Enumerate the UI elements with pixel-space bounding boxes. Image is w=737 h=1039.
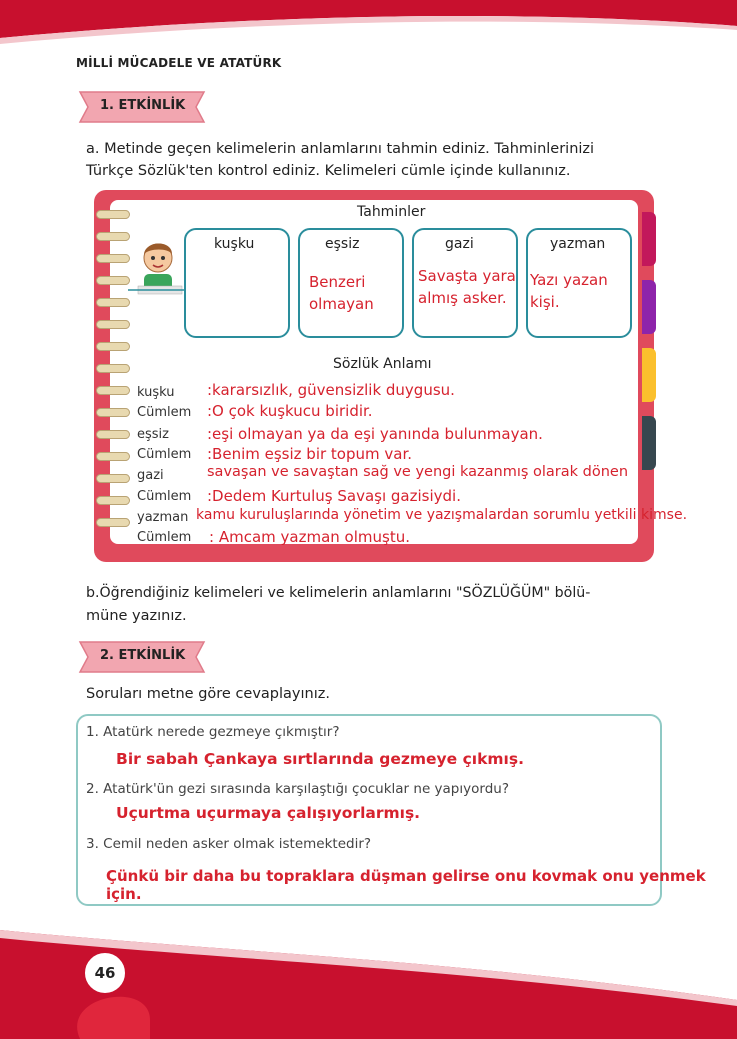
answer-1: Bir sabah Çankaya sırtlarında gezmeye çıkmış. [116,750,524,768]
dictionary-title: Sözlük Anlamı [333,356,432,372]
dict-def-gazi: savaşan ve savaştan sağ ve yengi kazanmış olarak dönen [207,464,629,480]
dict-label-yazman: yazman [137,510,189,525]
activity-2-label: 2. ETKİNLİK [100,648,186,663]
dict-label-gazi: gazi [137,468,164,483]
dict-def-essiz: :eşi olmayan ya da eşi yanında bulunmayan. [207,425,543,443]
guess-word-kusku: kuşku [214,236,255,252]
dict-def-yazman: kamu kuruluşlarında yönetim ve yazışmalardan sorumlu yetkili kimse. [196,507,688,523]
spiral-ring-icon [96,320,130,329]
dict-label-cumlem-1: Cümlem [137,405,192,420]
dict-label-cumlem-2: Cümlem [137,447,192,462]
guess-answer-gazi-1: Savaşta yara [418,267,516,285]
guess-answer-essiz-2: olmayan [309,295,374,313]
spiral-ring-icon [96,232,130,241]
activity-1-label: 1. ETKİNLİK [100,98,186,113]
header-title: MİLLİ MÜCADELE VE ATATÜRK [76,56,282,70]
dict-def-cumlem-2: :Benim eşsiz bir topum var. [207,445,413,463]
spiral-ring-icon [96,386,130,395]
connector-line [128,282,188,302]
question-2: 2. Atatürk'ün gezi sırasında karşılaştığı çocuklar ne yapıyordu? [86,781,509,797]
dict-def-cumlem-4: : Amcam yazman olmuştu. [209,528,410,546]
spiral-ring-icon [96,408,130,417]
spiral-ring-icon [96,496,130,505]
dict-def-cumlem-3: :Dedem Kurtuluş Savaşı gazisiydi. [207,487,461,505]
guess-answer-yazman-2: kişi. [530,293,560,311]
guesses-title: Tahminler [357,204,426,220]
part-b-line-2: müne yazınız. [86,608,187,624]
guess-answer-essiz-1: Benzeri [309,273,366,291]
spiral-ring-icon [96,298,130,307]
spiral-ring-icon [96,342,130,351]
part-b-line-1: b.Öğrendiğiniz kelimeleri ve kelimelerin anlamlarını "SÖZLÜĞÜM" bölü- [86,585,591,601]
activity-2-ribbon [76,640,208,674]
spiral-ring-icon [96,276,130,285]
dict-def-kusku: :kararsızlık, güvensizlik duygusu. [207,381,455,399]
guess-answer-gazi-2: almış asker. [418,289,507,307]
page-number: 46 [85,953,125,993]
guess-answer-yazman-1: Yazı yazan [530,271,608,289]
dict-label-cumlem-3: Cümlem [137,489,192,504]
spiral-ring-icon [96,210,130,219]
activity-2-instruction: Soruları metne göre cevaplayınız. [86,686,330,702]
notebook-tab-dark [642,416,656,470]
notebook-tab-purple [642,280,656,334]
spiral-ring-icon [96,518,130,527]
dict-label-essiz: eşsiz [137,427,169,442]
dict-label-cumlem-4: Cümlem [137,530,192,545]
question-1: 1. Atatürk nerede gezmeye çıkmıştır? [86,724,340,740]
spiral-ring-icon [96,452,130,461]
guess-word-essiz: eşsiz [325,236,360,252]
activity-1-instruction-2: Türkçe Sözlük'ten kontrol ediniz. Kelimeleri cümle içinde kullanınız. [86,163,571,179]
notebook-tab-magenta [642,212,656,266]
guess-word-gazi: gazi [445,236,474,252]
dict-def-cumlem-1: :O çok kuşkucu biridir. [207,402,373,420]
activity-1-ribbon [76,90,208,124]
guess-word-yazman: yazman [550,236,606,252]
top-red-band [0,0,737,50]
spiral-ring-icon [96,474,130,483]
answer-2: Uçurtma uçurmaya çalışıyorlarmış. [116,804,421,822]
spiral-ring-icon [96,364,130,373]
spiral-ring-icon [96,430,130,439]
notebook-tab-yellow [642,348,656,402]
spiral-ring-icon [96,254,130,263]
activity-1-instruction-1: a. Metinde geçen kelimelerin anlamlarını tahmin ediniz. Tahminlerinizi [86,141,595,157]
dict-label-kusku: kuşku [137,385,175,400]
answer-3: Çünkü bir daha bu topraklara düşman gelirse onu kovmak onu yenmek için. [106,867,706,903]
question-3: 3. Cemil neden asker olmak istemektedir? [86,836,372,852]
